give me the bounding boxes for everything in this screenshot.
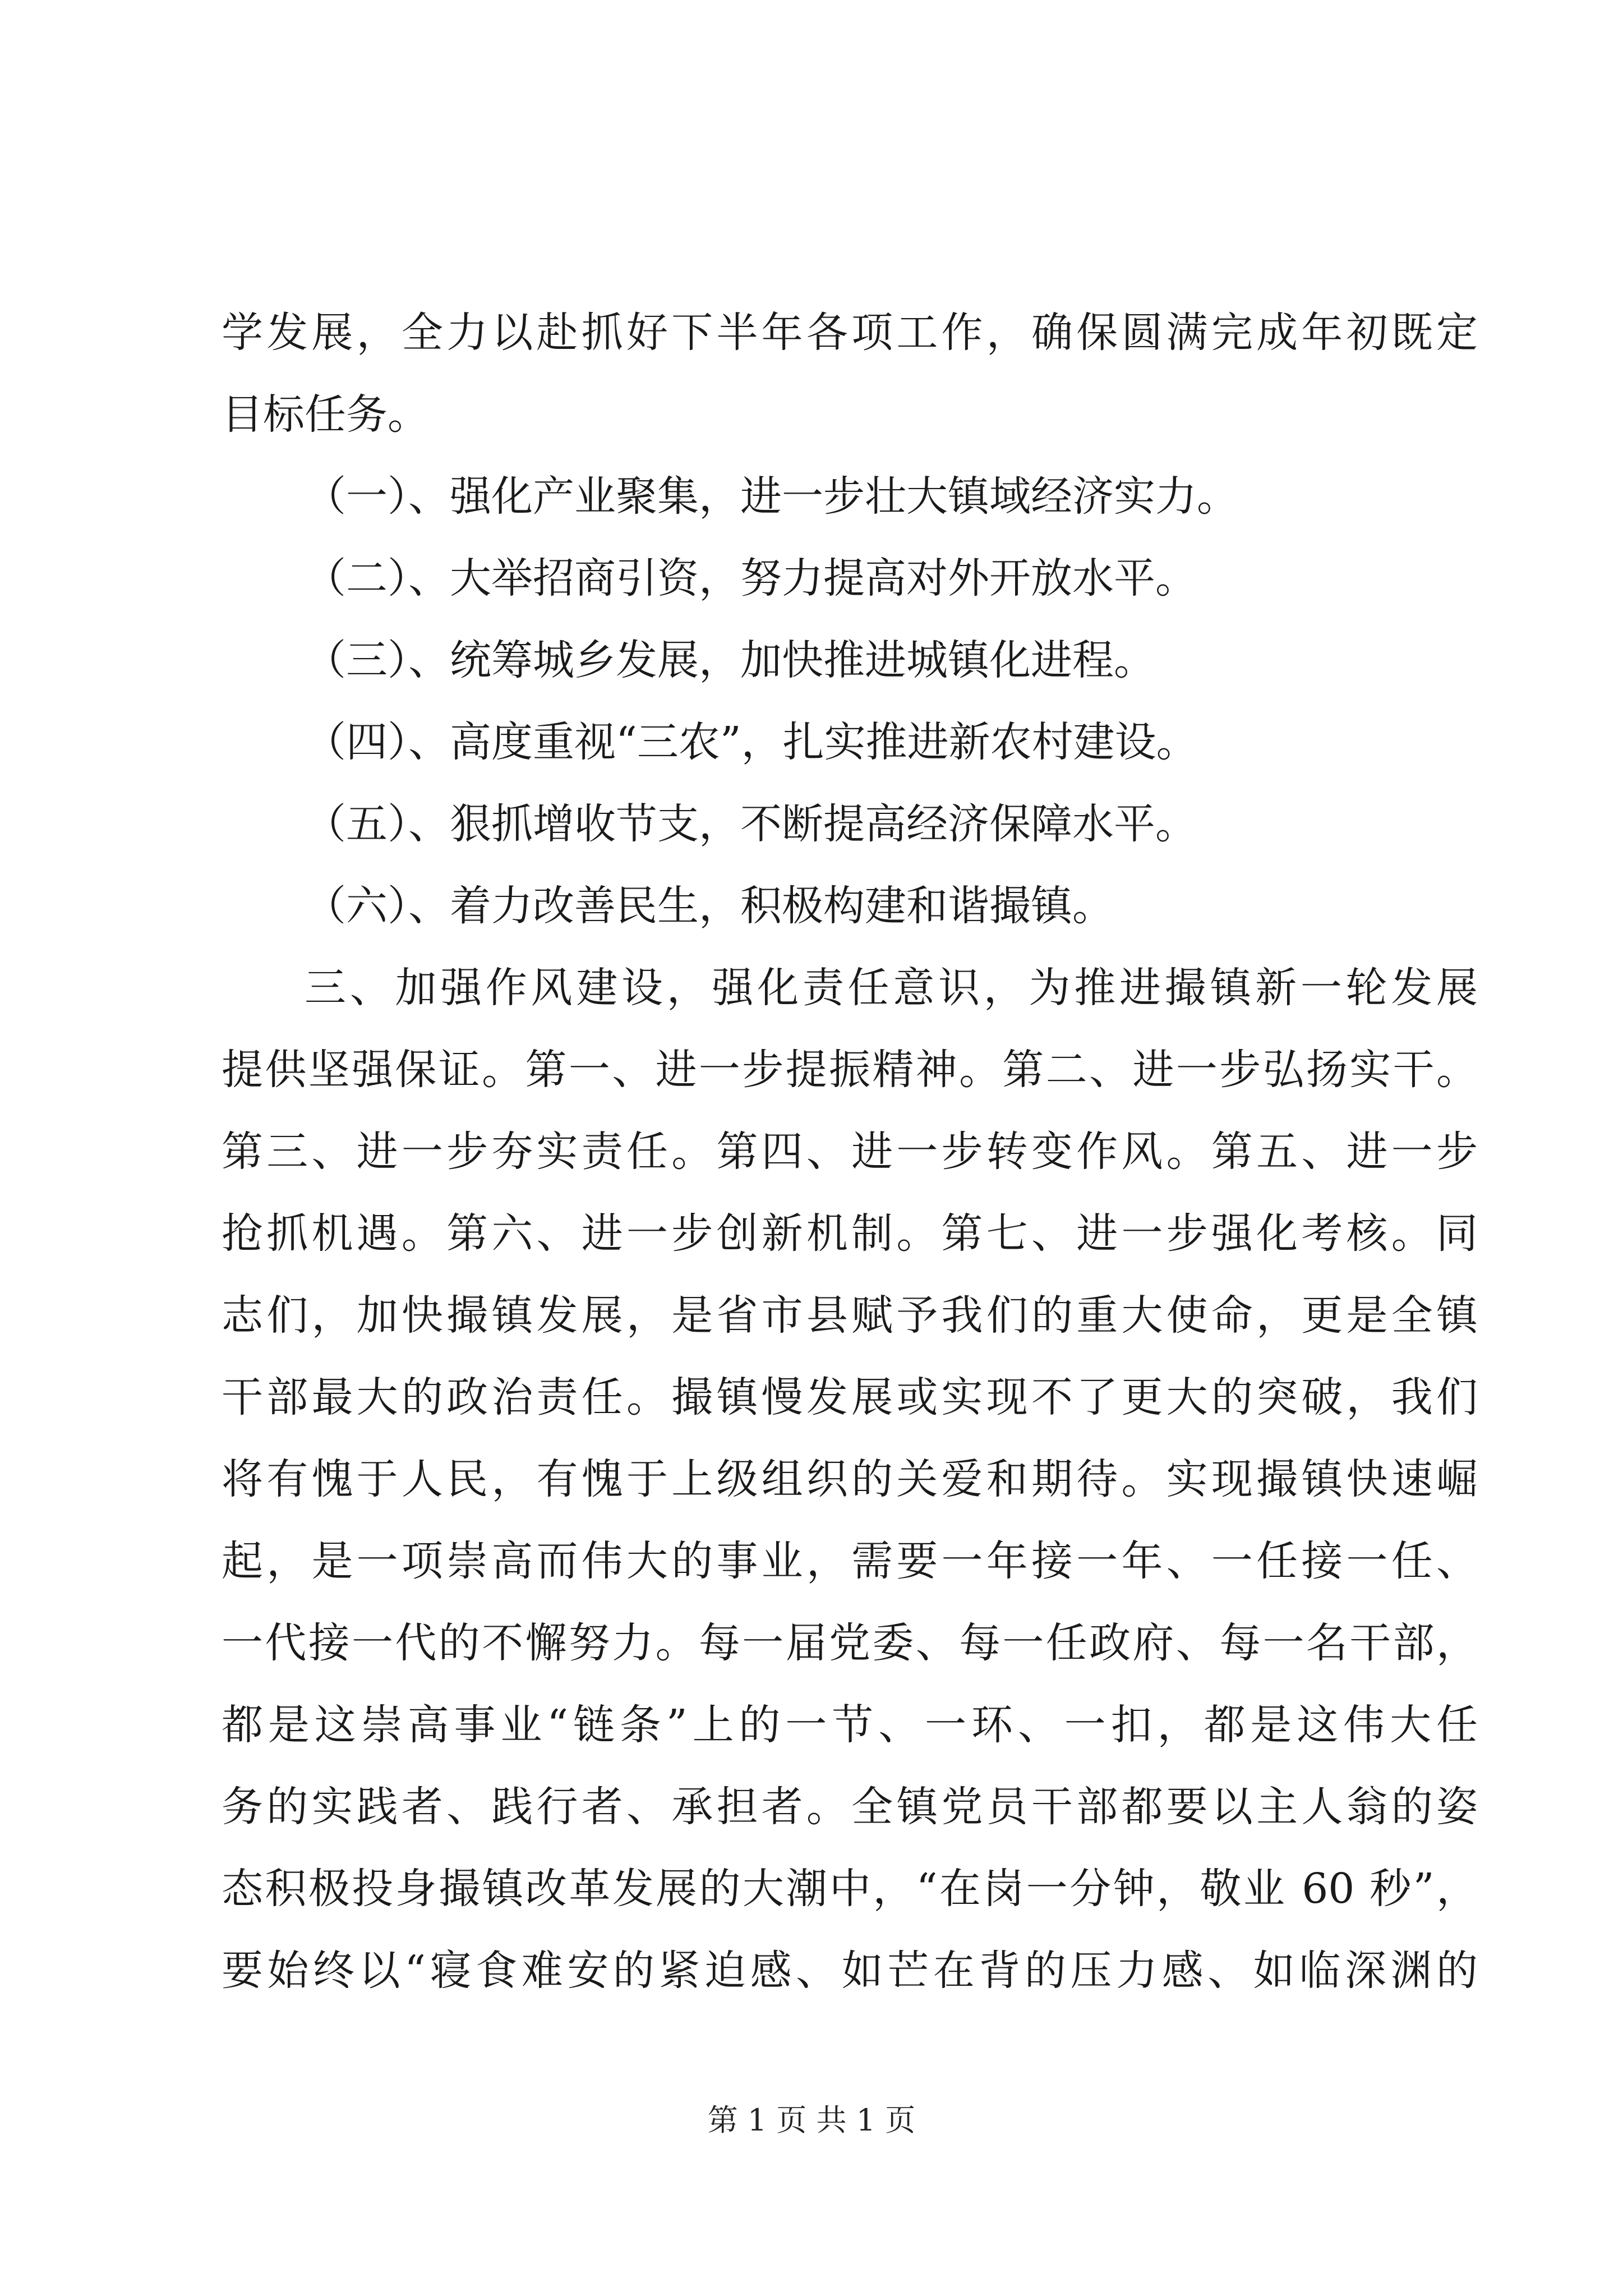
body-line: 抢抓机遇。第六、进一步创新机制。第七、进一步强化考核。同	[222, 1209, 1478, 1258]
body-line: 第三、进一步夯实责任。第四、进一步转变作风。第五、进一步	[222, 1128, 1478, 1176]
body-line: 志们，加快撮镇发展，是省市县赋予我们的重大使命，更是全镇	[222, 1291, 1478, 1340]
body-line: （四）、高度重视“三农”，扎实推进新农村建设。	[305, 718, 1198, 766]
body-line: 态积极投身撮镇改革发展的大潮中，“在岗一分钟，敬业 60 秒”，	[222, 1865, 1478, 1913]
page-footer: 第 1 页 共 1 页	[707, 2102, 916, 2138]
body-line: （五）、狠抓增收节支，不断提高经济保障水平。	[305, 800, 1197, 848]
body-line: 要始终以“寝食难安的紧迫感、如芒在背的压力感、如临深渊的	[222, 1947, 1478, 1995]
body-line: 将有愧于人民，有愧于上级组织的关爱和期待。实现撮镇快速崛	[222, 1455, 1478, 1503]
body-line: 务的实践者、践行者、承担者。全镇党员干部都要以主人翁的姿	[222, 1783, 1478, 1831]
body-line: 三、加强作风建设，强化责任意识，为推进撮镇新一轮发展	[305, 964, 1478, 1012]
body-line: （一）、强化产业聚集，进一步壮大镇域经济实力。	[305, 472, 1238, 521]
body-text	[222, 292, 1478, 2012]
body-line: （二）、大举招商引资，努力提高对外开放水平。	[305, 554, 1197, 602]
body-line: 起，是一项崇高而伟大的事业，需要一年接一年、一任接一任、	[222, 1537, 1478, 1585]
body-line: 都是这崇高事业“链条”上的一节、一环、一扣，都是这伟大任	[222, 1701, 1478, 1749]
body-line: （六）、着力改善民生，积极构建和谐撮镇。	[305, 882, 1114, 930]
body-line: 提供坚强保证。第一、进一步提振精神。第二、进一步弘扬实干。	[222, 1046, 1478, 1094]
body-line: 一代接一代的不懈努力。每一届党委、每一任政府、每一名干部，	[222, 1619, 1478, 1667]
body-line: 学发展，全力以赴抓好下半年各项工作，确保圆满完成年初既定	[222, 309, 1478, 357]
body-line: 干部最大的政治责任。撮镇慢发展或实现不了更大的突破，我们	[222, 1373, 1478, 1421]
body-line: 目标任务。	[222, 390, 429, 439]
body-line: （三）、统筹城乡发展，加快推进城镇化进程。	[305, 636, 1155, 684]
